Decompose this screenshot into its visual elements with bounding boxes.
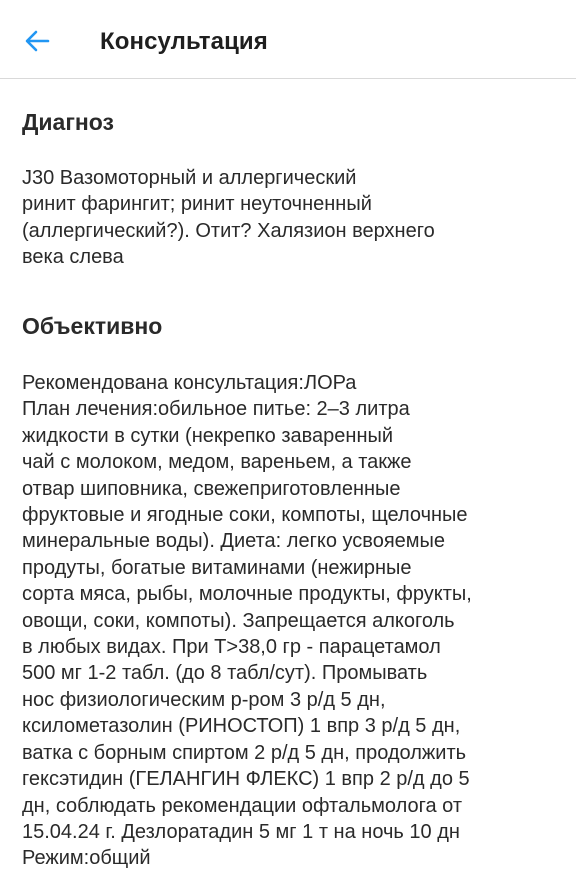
arrow-left-icon bbox=[24, 28, 50, 54]
objective-text: Рекомендована консультация:ЛОРа План лечения:обильное питье: 2–3 литра жидкости в сутки (некрепко заваренный чай с молоком, медом, вареньем, а также отвар шиповника, свежеприготовленные фруктовые и ягодные соки, компоты, щелочные минеральные воды). Диета: легко усвояемые продуты, богатые витаминами (нежирные сорта мяса, рыбы, молочные продукты, фрукты, овощи, соки, компоты). Запрещается алкоголь в любых видах. При Т>38,0 гр - парацетамол 500 мг 1-2 табл. (до 8 табл/сут). Промывать нос физиологическим р-ром 3 р/д 5 дн, ксилометазолин (РИНОСТОП) 1 впр 3 р/д 5 дн, ватка с борным спиртом 2 р/д 5 дн, продолжить гексэтидин (ГЕЛАНГИН ФЛЕКС) 1 впр 2 р/д до 5 дн, соблюдать рекомендации офтальмолога от 15.04.24 г. Дезлоратадин 5 мг 1 т на ночь 10 дн Режим:общий bbox=[22, 372, 472, 870]
objective-heading: Объективно bbox=[22, 313, 163, 339]
page-title: Консультация bbox=[100, 28, 268, 55]
diagnosis-text: J30 Вазомоторный и аллергический ринит фарингит; ринит неуточненный (аллергический?). Отит? Халязион верхнего века слева bbox=[22, 167, 435, 269]
back-button[interactable] bbox=[14, 18, 60, 64]
diagnosis-heading: Диагноз bbox=[22, 109, 114, 135]
app-bar bbox=[0, 0, 576, 79]
